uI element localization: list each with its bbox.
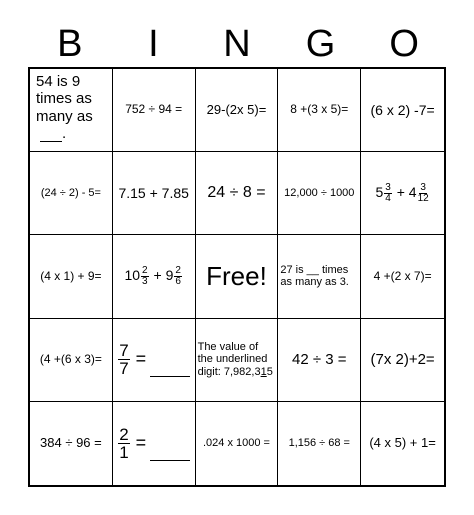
free-label: Free! [206,260,267,291]
cell-text: (4 +(6 x 3)= [39,351,102,366]
bingo-cell-r1c4[interactable] [361,152,444,235]
answer-blank [150,446,190,461]
header-letter-n: N [223,23,251,65]
bingo-cell-r0c0[interactable] [30,69,113,152]
bingo-cell-r0c1[interactable] [113,69,196,152]
bingo-cell-r1c1[interactable] [113,152,196,235]
answer-blank [40,131,62,142]
cell-text: 29-(2x 5)= [206,101,267,117]
bingo-cell-r2c1[interactable] [113,235,196,318]
cell-text: 8 +(3 x 5)= [290,102,349,117]
free-space[interactable] [196,235,279,318]
bingo-cell-r3c4[interactable] [361,319,444,402]
cell-text: (6 x 2) -7= [370,102,435,119]
fraction [418,183,429,204]
whole-number: 5 [375,183,384,200]
operator: + 9 [153,267,174,284]
bingo-cell-r0c2[interactable] [196,69,279,152]
cell-text: 1,156 ÷ 68 = [288,437,350,450]
cell-text: (4 x 1) + 9= [40,268,102,283]
numerator: 7 [119,341,129,361]
bingo-cell-r4c1[interactable] [113,402,196,485]
bingo-cell-r3c0[interactable] [30,319,113,402]
cell-text: 24 ÷ 8 = [207,184,266,202]
numerator: 2 [119,424,129,444]
cell-text: 12,000 ÷ 1000 [284,186,355,199]
bingo-cell-r3c2[interactable] [196,319,279,402]
bingo-cell-r1c3[interactable] [278,152,361,235]
cell-text-part: . [62,124,67,142]
header-letter-b: B [57,23,83,65]
bingo-grid [28,67,446,487]
bingo-cell-r0c4[interactable] [361,69,444,152]
bingo-cell-r1c2[interactable] [196,152,279,235]
cell-text: 7.15 + 7.85 [118,185,189,202]
cell-text: .024 x 1000 = [203,437,270,450]
cell-text-part: 54 is 9 times as many as [36,73,93,125]
cell-text-part: 5 [266,366,273,379]
bingo-header [28,22,446,66]
cell-text [36,73,106,142]
numerator: 3 [420,181,426,193]
denominator: 7 [119,359,129,379]
numerator: 2 [142,264,148,276]
cell-text-part: The value of the underlined digit: 7,982,3 [197,340,268,379]
cell-text: 4 +(2 x 7)= [373,268,432,283]
whole-number: 10 [124,267,141,284]
denominator: 3 [142,275,148,287]
mixed-number-expression [124,266,182,287]
header-letter-g: G [305,23,336,65]
bingo-cell-r1c0[interactable] [30,152,113,235]
answer-blank [150,362,190,377]
cell-text: (4 x 5) + 1= [369,434,436,450]
bingo-cell-r4c4[interactable] [361,402,444,485]
cell-text: (24 ÷ 2) - 5= [40,186,101,199]
denominator: 1 [119,442,129,462]
bingo-cell-r2c3[interactable] [278,235,361,318]
numerator: 3 [385,181,391,193]
fraction [141,266,149,287]
cell-text: 384 ÷ 96 = [40,434,102,450]
fraction-expression [117,342,190,377]
cell-text: 42 ÷ 3 = [292,351,347,369]
fraction [174,266,182,287]
fraction [384,183,392,204]
cell-text [198,341,276,379]
equals-sign: = [135,432,147,453]
operator: + 4 [396,183,417,200]
denominator: 12 [417,192,429,204]
equals-sign: = [135,348,147,369]
underlined-digit: 1 [260,366,267,379]
bingo-cell-r3c1[interactable] [113,319,196,402]
bingo-cell-r2c0[interactable] [30,235,113,318]
numerator: 2 [175,264,181,276]
bingo-cell-r4c3[interactable] [278,402,361,485]
fraction-expression [117,426,190,461]
bingo-cell-r4c0[interactable] [30,402,113,485]
denominator: 6 [175,275,181,287]
cell-text: 752 ÷ 94 = [125,102,183,117]
denominator: 4 [385,192,391,204]
cell-text: (7x 2)+2= [370,351,435,369]
fraction [118,426,129,461]
cell-text: 27 is __ times as many as 3. [280,263,349,289]
bingo-cell-r3c3[interactable] [278,319,361,402]
header-letter-i: I [148,23,159,65]
bingo-cell-r4c2[interactable] [196,402,279,485]
bingo-cell-r0c3[interactable] [278,69,361,152]
mixed-number-expression [375,183,429,204]
header-letter-o: O [389,23,419,65]
bingo-cell-r2c4[interactable] [361,235,444,318]
fraction [118,342,129,377]
